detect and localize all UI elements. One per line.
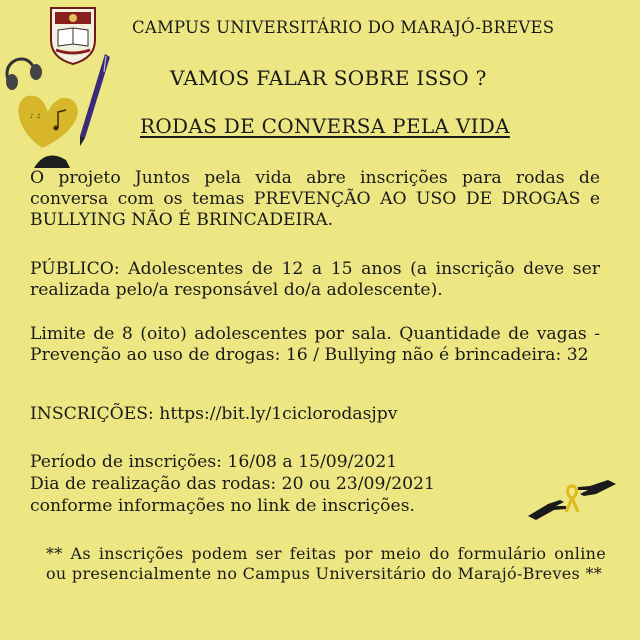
campus-name: CAMPUS UNIVERSITÁRIO DO MARAJÓ-BREVES: [132, 18, 555, 37]
pen-icon: [74, 52, 114, 148]
dia-line: Dia de realização das rodas: 20 ou 23/09/2021: [30, 474, 435, 494]
page-title: RODAS DE CONVERSA PELA VIDA: [140, 114, 510, 138]
publico-paragraph: PÚBLICO: Adolescentes de 12 a 15 anos (a inscrição deve ser realizada pelo/a responsável do/a adolescente).: [30, 259, 600, 300]
intro-paragraph: O projeto Juntos pela vida abre inscrições para rodas de conversa com os temas PREVENÇÃO AO USO DE DROGAS e BULLYING NÃO É BRINCADEIRA.: [30, 168, 600, 230]
svg-text:♪ ♫: ♪ ♫: [30, 113, 42, 120]
limite-paragraph: Limite de 8 (oito) adolescentes por sala. Quantidade de vagas - Prevenção ao uso de drogas: 16 / Bullying não é brincadeira: 32: [30, 324, 600, 365]
periodo-line: Período de inscrições: 16/08 a 15/09/2021: [30, 452, 398, 472]
footnote: ** As inscrições podem ser feitas por meio do formulário online ou presencialmente no Campus Universitário do Marajó-Breves **: [46, 544, 606, 583]
reaching-hands-ribbon-icon: [526, 480, 618, 522]
conforme-line: conforme informações no link de inscrições.: [30, 496, 415, 516]
subtitle: VAMOS FALAR SOBRE ISSO ?: [170, 66, 487, 90]
inscricoes-line: INSCRIÇÕES: https://bit.ly/1ciclorodasjpv: [30, 404, 398, 424]
